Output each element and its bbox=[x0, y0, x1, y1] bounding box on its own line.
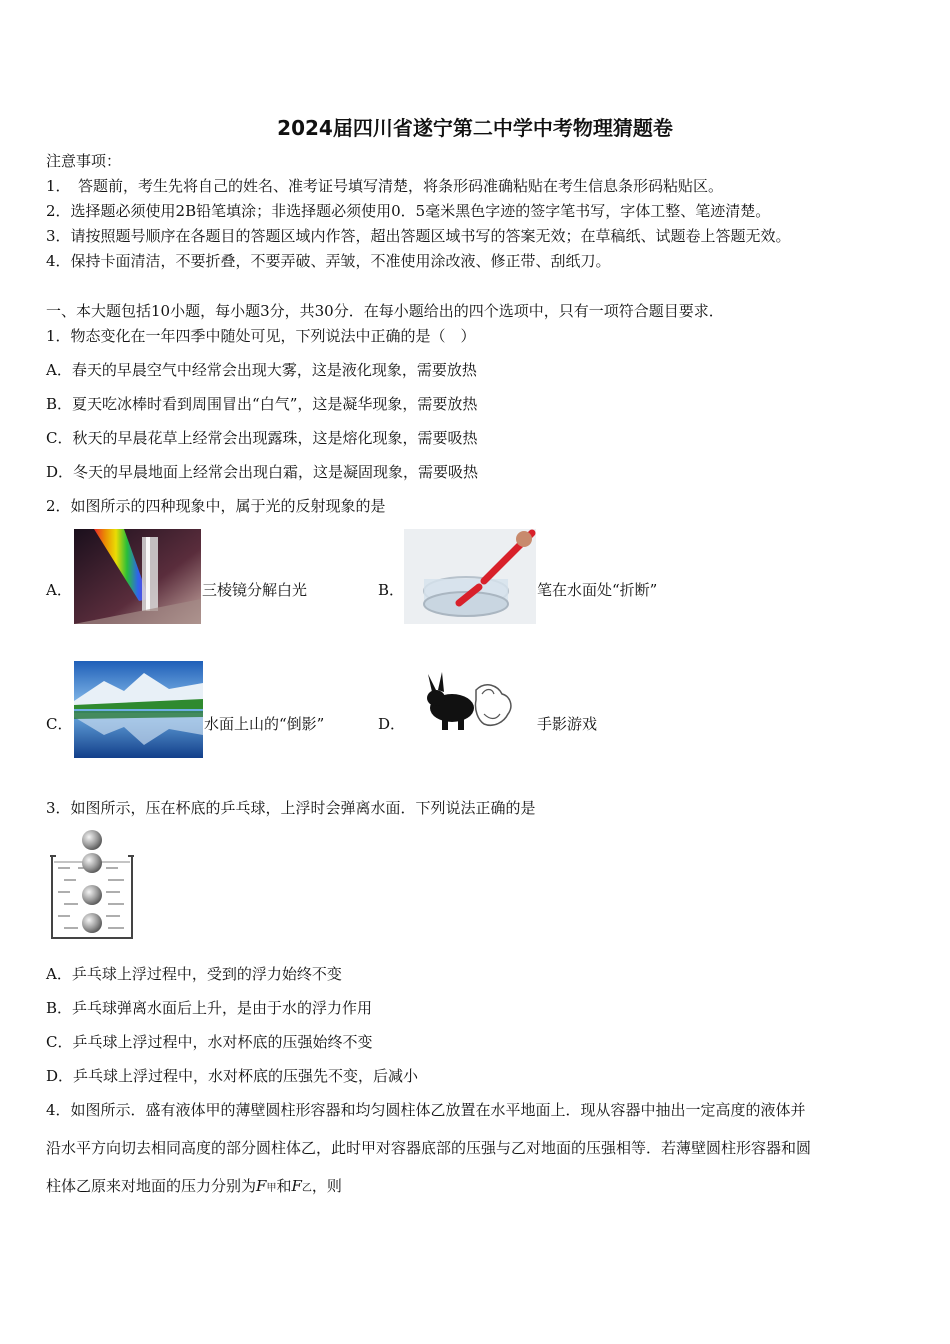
q1-option-d: D．冬天的早晨地面上经常会出现白霜，这是凝固现象，需要吸热 bbox=[46, 463, 479, 481]
q2-option-d-letter: D． bbox=[378, 715, 406, 733]
notice-item-3: 3．请按照题号顺序在各题目的答题区域内作答，超出答题区域书写的答案无效；在草稿纸、试题卷上答题无效。 bbox=[46, 227, 791, 245]
q1-option-c: C．秋天的早晨花草上经常会出现露珠，这是熔化现象，需要吸热 bbox=[46, 429, 478, 447]
q4-line-3-and: 和 bbox=[276, 1177, 292, 1195]
q4-line-3 bbox=[46, 1176, 342, 1199]
q3-option-d: D．乒乓球上浮过程中，水对杯底的压强先不变，后减小 bbox=[46, 1067, 419, 1085]
force-f-jia-subscript: 甲 bbox=[266, 1183, 277, 1194]
notice-item-2: 2．选择题必须使用2B铅笔填涂；非选择题必须使用0．5毫米黑色字迹的签字笔书写，字体工整、笔迹清楚。 bbox=[46, 202, 771, 220]
q3-option-a: A．乒乓球上浮过程中，受到的浮力始终不变 bbox=[46, 965, 342, 983]
q2-option-b-letter: B． bbox=[378, 581, 405, 599]
q2-option-c-letter: C． bbox=[46, 715, 73, 733]
notice-heading: 注意事项： bbox=[46, 152, 122, 170]
q2-stem: 2．如图所示的四种现象中，属于光的反射现象的是 bbox=[46, 497, 386, 515]
force-f-yi: F bbox=[291, 1177, 302, 1195]
pen-in-water-image bbox=[404, 529, 536, 624]
section-heading: 一、本大题包括10小题，每小题3分，共30分．在每小题给出的四个选项中，只有一项符合题目要求． bbox=[46, 302, 724, 320]
hand-shadow-image bbox=[424, 670, 518, 744]
q3-option-c: C．乒乓球上浮过程中，水对杯底的压强始终不变 bbox=[46, 1033, 373, 1051]
q4-line-3-suffix: ，则 bbox=[311, 1177, 342, 1195]
page-title: 2024届四川省遂宁第二中学中考物理猜题卷 bbox=[277, 116, 673, 140]
force-f-jia: F bbox=[256, 1177, 267, 1195]
q1-stem: 1．物态变化在一年四季中随处可见，下列说法中正确的是（ ） bbox=[46, 327, 476, 345]
q1-option-b: B．夏天吃冰棒时看到周围冒出“白气”，这是凝华现象，需要放热 bbox=[46, 395, 478, 413]
prism-image bbox=[74, 529, 201, 624]
q2-option-d-caption: 手影游戏 bbox=[537, 715, 598, 733]
q2-option-a-letter: A． bbox=[46, 581, 72, 599]
notice-item-1: 1． 答题前，考生先将自己的姓名、准考证号填写清楚，将条形码准确粘贴在考生信息条形码粘贴区。 bbox=[46, 177, 724, 195]
q1-option-a: A．春天的早晨空气中经常会出现大雾，这是液化现象，需要放热 bbox=[46, 361, 477, 379]
beaker-with-balls-image bbox=[48, 826, 136, 944]
q3-option-b: B．乒乓球弹离水面后上升，是由于水的浮力作用 bbox=[46, 999, 373, 1017]
notice-item-4: 4．保持卡面清洁，不要折叠，不要弄破、弄皱，不准使用涂改液、修正带、刮纸刀。 bbox=[46, 252, 611, 270]
q2-option-a-caption: 三棱镜分解白光 bbox=[202, 581, 308, 599]
mountain-reflection-image bbox=[74, 661, 203, 758]
q4-line-3-prefix: 柱体乙原来对地面的压力分别为 bbox=[46, 1177, 257, 1195]
q4-line-2: 沿水平方向切去相同高度的部分圆柱体乙，此时甲对容器底部的压强与乙对地面的压强相等．若薄壁圆柱形容器和圆 bbox=[46, 1139, 812, 1157]
q3-stem: 3．如图所示，压在杯底的乒乓球，上浮时会弹离水面．下列说法正确的是 bbox=[46, 799, 536, 817]
force-f-yi-subscript: 乙 bbox=[301, 1183, 312, 1194]
q2-option-b-caption: 笔在水面处“折断” bbox=[537, 581, 658, 599]
q2-option-c-caption: 水面上山的“倒影” bbox=[204, 715, 325, 733]
q4-line-1: 4．如图所示．盛有液体甲的薄壁圆柱形容器和均匀圆柱体乙放置在水平地面上．现从容器中抽出一定高度的液体并 bbox=[46, 1101, 806, 1119]
